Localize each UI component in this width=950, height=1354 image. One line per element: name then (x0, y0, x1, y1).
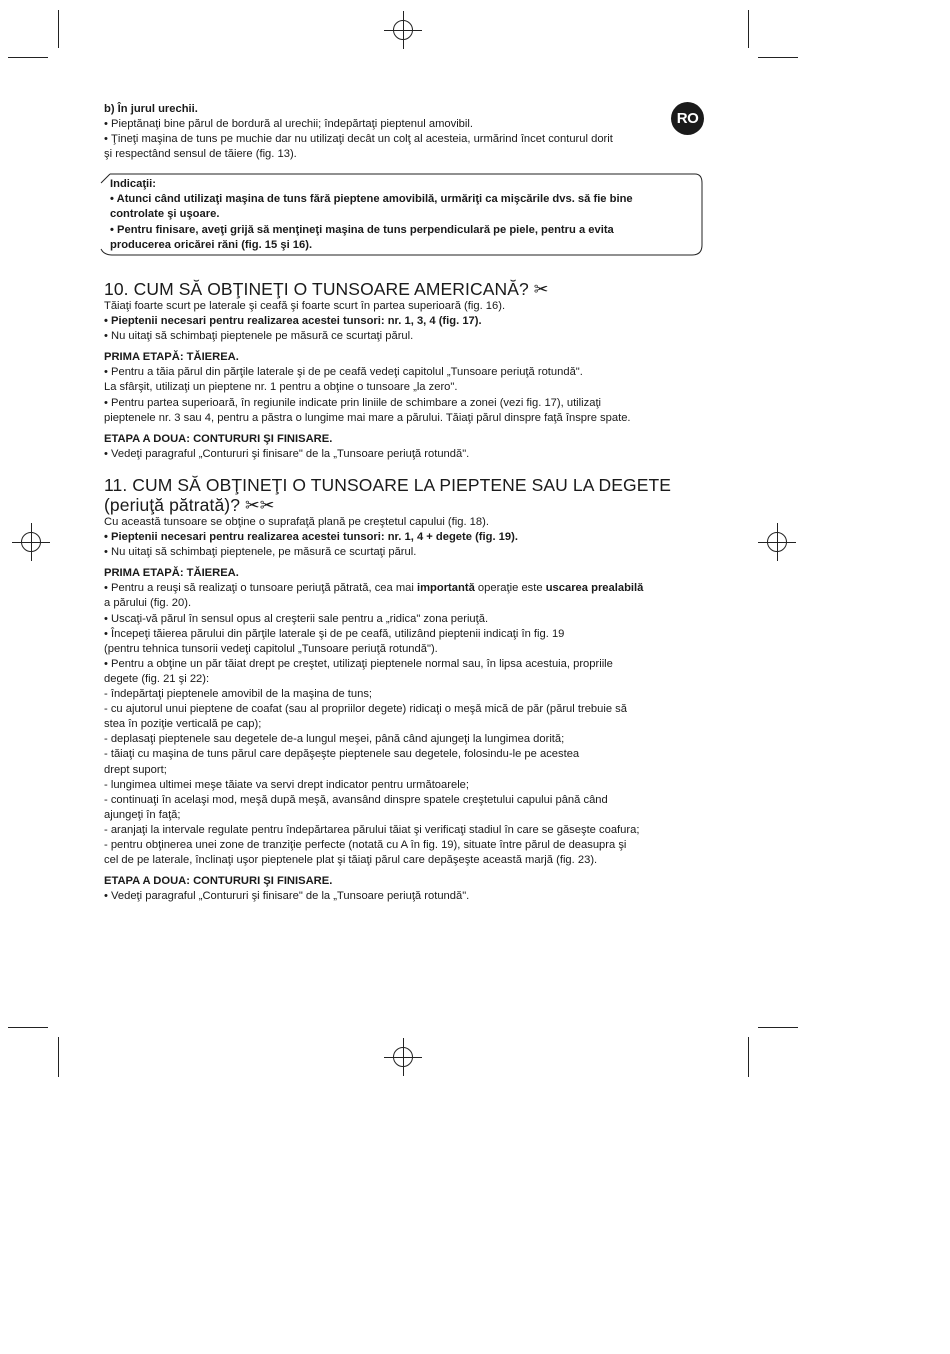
text-line: şi respectând sensul de tăiere (fig. 13). (104, 148, 297, 161)
text-line: La sfârşit, utilizaţi un pieptene nr. 1 pentru a obţine o tunsoare „la zero". (104, 381, 458, 394)
step-heading: ETAPA A DOUA: CONTURURI ŞI FINISARE. (104, 875, 333, 888)
step-heading: ETAPA A DOUA: CONTURURI ŞI FINISARE. (104, 432, 333, 445)
text-line: - lungimea ultimei meşe tăiate va servi drept indicator pentru următoarele; (104, 778, 470, 791)
text-line: - cu ajutorul unui pieptene de coafat (sau al propriilor degete) ridicaţi o meşă mică de păr (părul trebuie să (104, 703, 627, 716)
text-line: stea în poziţie verticală pe cap); (104, 718, 262, 731)
text-line: - pentru obţinerea unei zone de tranziţie perfecte (notată cu A în fig. 19), situate între părul de deasupra şi (104, 838, 627, 851)
note-heading: Indicaţii: (110, 178, 156, 190)
section-title: 10. CUM SĂ OBŢINEŢI O TUNSOARE AMERICANĂ? ✂ (104, 279, 549, 299)
registration-mark-top (384, 11, 422, 49)
text-line (104, 581, 704, 596)
crop-mark (748, 10, 749, 48)
registration-mark-right (758, 523, 796, 561)
combs-required: • Pieptenii necesari pentru realizarea acestei tunsori: nr. 1, 3, 4 (fig. 17). (104, 315, 482, 328)
note-line: • Atunci când utilizaţi maşina de tuns fără pieptene amovibilă, urmăriţi ca mişcările dvs. să fie bine (110, 193, 633, 206)
text-line: • Pentru a obţine un păr tăiat drept pe creştet, utilizaţi pieptenele normal sau, în lipsa acestuia, propriile (104, 657, 613, 670)
text-line: ajungeţi în faţă; (104, 808, 181, 821)
text-line: • Pentru a tăia părul din părţile laterale şi de pe ceafă vedeţi capitolul „Tunsoare periuţă rotundă". (104, 366, 583, 379)
text-line: - deplasaţi pieptenele sau degetele de-a lungul meşei, până când ajungeţi la lungimea dorită; (104, 733, 565, 746)
text-run: operaţie este (474, 582, 546, 595)
section-heading: b) În jurul urechii. (104, 103, 198, 115)
section-title-line-2: (periuţă pătrată)? ✂✂ (104, 495, 275, 515)
registration-mark-left (12, 523, 50, 561)
section-title-line-1: 11. CUM SĂ OBŢINEŢI O TUNSOARE LA PIEPTENE SAU LA DEGETE (104, 475, 672, 495)
reminder-text: • Nu uitaţi să schimbaţi pieptenele, pe măsură ce scurtaţi părul. (104, 546, 417, 559)
text-line: - îndepărtaţi pieptenele amovibil de la maşina de tuns; (104, 688, 373, 701)
note-line: • Pentru finisare, aveţi grijă să menţineţi maşina de tuns perpendiculară pe piele, pentru a evita (110, 223, 614, 236)
note-box (100, 173, 700, 255)
step-heading: PRIMA ETAPĂ: TĂIEREA. (104, 351, 239, 364)
text-line: • Pieptănaţi bine părul de bordură al urechii; îndepărtaţi pieptenul amovibil. (104, 118, 473, 131)
text-line: cel de pe laterale, înclinaţi uşor pieptenele plat şi tăiaţi părul care depăşeşte această marjă (fig. 23). (104, 854, 598, 867)
text-line: • Vedeţi paragraful „Contururi şi finisare" de la „Tunsoare periuţă rotundă". (104, 447, 470, 460)
text-line: • Uscaţi-vă părul în sensul opus al creşterii sale pentru a „ridica" zona periuţă. (104, 612, 489, 625)
intro-text: Tăiaţi foarte scurt pe laterale şi ceafă şi foarte scurt în partea superioară (fig. 16). (104, 300, 506, 312)
text-line: • Pentru partea superioară, în regiunile indicate prin liniile de schimbare a zonei (vezi fig. 17), utilizaţi (104, 396, 602, 409)
crop-mark (58, 1037, 59, 1077)
crop-mark (8, 1027, 48, 1028)
text-run: • Pentru a reuşi să realizaţi o tunsoare periuţă pătrată, cea mai (104, 582, 417, 595)
text-line: pieptenele nr. 3 sau 4, pentru a păstra o lungime mai mare a părului. Tăiaţi părul dinspre faţă înspre spate. (104, 411, 631, 424)
combs-required: • Pieptenii necesari pentru realizarea acestei tunsori: nr. 1, 4 + degete (fig. 19). (104, 531, 518, 544)
section-10 (104, 279, 704, 462)
text-line: drept suport; (104, 763, 167, 776)
registration-mark-bottom (384, 1038, 422, 1076)
text-line: - continuaţi în acelaşi mod, meşă după meşă, avansând dinspre spatele creştetului capului până când (104, 793, 608, 806)
text-run-bold: importantă (416, 582, 475, 595)
text-line: • Începeţi tăierea părului din părţile laterale şi de pe ceafă, utilizând pieptenii indicaţi în fig. 19 (104, 627, 565, 640)
note-line: controlate şi uşoare. (110, 208, 220, 221)
step-heading: PRIMA ETAPĂ: TĂIEREA. (104, 567, 239, 580)
text-line: - tăiaţi cu maşina de tuns părul care depăşeşte pieptenele sau degetele, folosindu-le pe acestea (104, 748, 580, 761)
reminder-text: • Nu uitaţi să schimbaţi pieptenele pe măsură ce scurtaţi părul. (104, 330, 414, 343)
text-line: • Ţineţi maşina de tuns pe muchie dar nu utilizaţi decât un colţ al acesteia, urmărind încet conturul dorit (104, 133, 613, 146)
crop-mark (748, 1037, 749, 1077)
language-badge: RO (671, 102, 704, 135)
text-line: (pentru tehnica tunsorii vedeţi capitolul „Tunsoare periuţă rotundă"). (104, 642, 438, 655)
text-run-bold: uscarea prealabilă (545, 582, 644, 595)
section-b (104, 102, 704, 162)
text-line: - aranjaţi la intervale regulate pentru îndepărtarea părului tăiat şi verificaţi stadiul în care se găseşte coafura; (104, 823, 640, 836)
text-line: • Vedeţi paragraful „Contururi şi finisare" de la „Tunsoare periuţă rotundă". (104, 890, 470, 903)
note-line: producerea oricărei răni (fig. 15 şi 16). (110, 238, 313, 251)
text-line: degete (fig. 21 şi 22): (104, 672, 210, 685)
text-line: a părului (fig. 20). (104, 597, 192, 610)
crop-mark (58, 10, 59, 48)
intro-text: Cu această tunsoare se obţine o suprafaţă plană pe creştetul capului (fig. 18). (104, 516, 489, 528)
crop-mark (8, 57, 48, 58)
crop-mark (758, 57, 798, 58)
crop-mark (758, 1027, 798, 1028)
section-11 (104, 475, 704, 904)
